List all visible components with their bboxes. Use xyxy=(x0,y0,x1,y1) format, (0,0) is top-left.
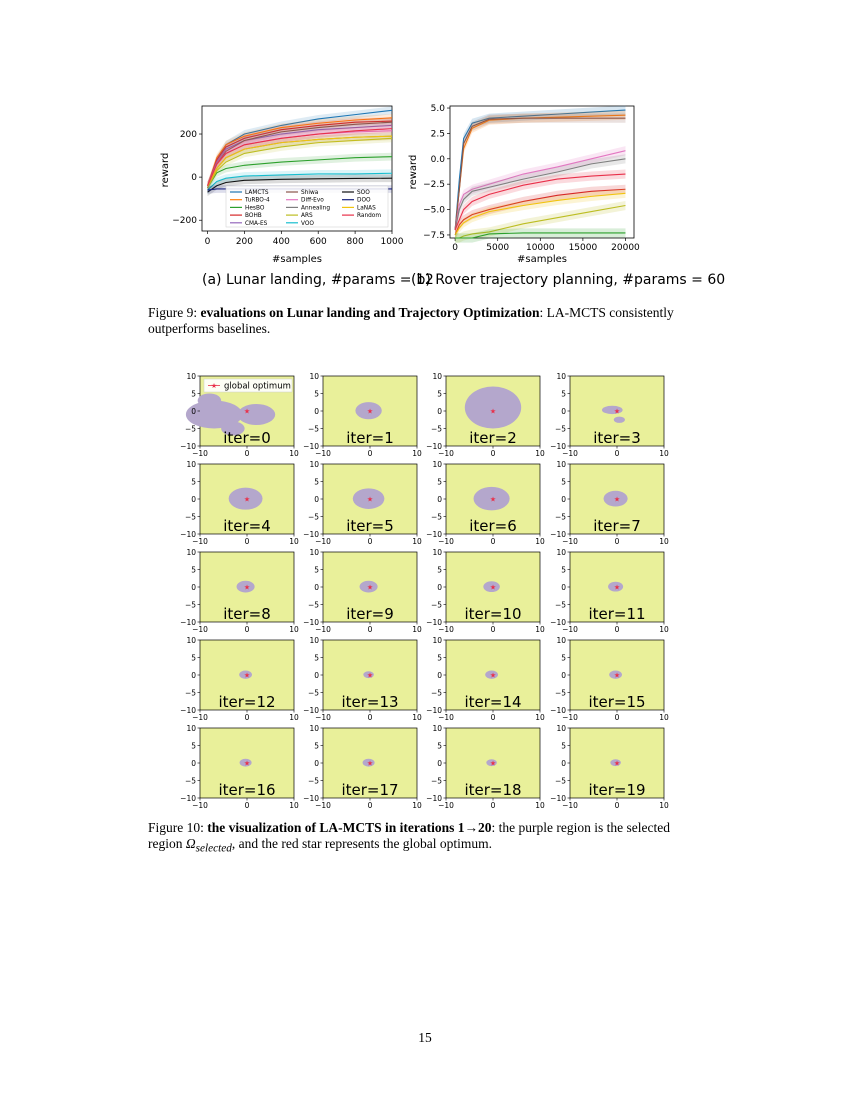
x-tick-label: −10 xyxy=(192,801,208,810)
legend-label: HesBO xyxy=(245,205,265,212)
y-tick-label: −5 xyxy=(307,600,319,610)
x-tick-label: 0 xyxy=(244,449,250,458)
global-optimum-star: ★ xyxy=(366,583,374,592)
global-optimum-star: ★ xyxy=(366,759,374,768)
y-tick-label: −5 xyxy=(430,688,442,698)
iteration-panel xyxy=(303,724,422,810)
y-tick-label: 10 xyxy=(432,547,442,557)
y-tick-label: 10 xyxy=(186,723,196,733)
iteration-label: iter=5 xyxy=(346,517,394,535)
y-tick-label: 0 xyxy=(314,582,319,592)
figure10-caption-rest-2: , and the red star represents the global optimum. xyxy=(231,836,493,851)
y-tick-label: 5 xyxy=(314,477,319,487)
y-tick-label: 5 xyxy=(437,653,442,663)
legend-label: DOO xyxy=(357,197,371,204)
x-tick-label: 10 xyxy=(289,449,299,458)
y-tick-label: 0 xyxy=(191,173,197,184)
y-tick-label: 0 xyxy=(191,494,196,504)
y-tick-label: −10 xyxy=(550,441,566,451)
x-tick-label: 10 xyxy=(412,449,422,458)
legend-label: ARS xyxy=(301,213,313,220)
x-tick-label: 10 xyxy=(289,801,299,810)
x-tick-label: −10 xyxy=(315,537,331,546)
y-tick-label: 5 xyxy=(561,477,566,487)
figure10-caption xyxy=(148,820,704,857)
y-tick-label: −5 xyxy=(307,776,319,786)
iteration-label: iter=14 xyxy=(464,693,522,711)
global-optimum-star: ★ xyxy=(243,671,251,680)
x-tick-label: 0 xyxy=(367,537,373,546)
x-tick-label: 0 xyxy=(452,243,458,253)
global-optimum-star: ★ xyxy=(489,671,497,680)
y-tick-label: 10 xyxy=(309,547,319,557)
rover-xlabel: #samples xyxy=(517,254,567,265)
lunar-ylabel: reward xyxy=(160,152,171,188)
iteration-label: iter=13 xyxy=(341,693,399,711)
x-tick-label: 10 xyxy=(412,801,422,810)
iteration-label: iter=0 xyxy=(223,429,271,447)
x-tick-label: 10 xyxy=(535,625,545,634)
y-tick-label: 0 xyxy=(561,582,566,592)
y-tick-label: −10 xyxy=(426,441,442,451)
x-tick-label: −10 xyxy=(192,713,208,722)
iteration-label: iter=2 xyxy=(469,429,517,447)
x-tick-label: −10 xyxy=(562,449,578,458)
global-optimum-star: ★ xyxy=(613,759,621,768)
y-tick-label: 5.0 xyxy=(430,104,445,115)
iteration-panel xyxy=(550,460,669,546)
iteration-label: iter=8 xyxy=(223,605,271,623)
iteration-panel xyxy=(303,548,422,634)
x-tick-label: −10 xyxy=(192,449,208,458)
figure10-caption-rest-1: : the purple region is the selected region xyxy=(148,820,670,851)
iteration-panel xyxy=(426,636,545,722)
y-tick-label: −5 xyxy=(430,776,442,786)
x-tick-label: 0 xyxy=(490,449,496,458)
iteration-panel xyxy=(426,460,545,546)
y-tick-label: 10 xyxy=(309,723,319,733)
y-tick-label: 5 xyxy=(561,741,566,751)
global-optimum-star: ★ xyxy=(243,583,251,592)
y-tick-label: 0 xyxy=(191,758,196,768)
global-optimum-star: ★ xyxy=(366,407,374,416)
subcaption-b: (b) Rover trajectory planning, #params = 60 xyxy=(411,272,726,288)
x-tick-label: 0 xyxy=(614,713,620,722)
global-optimum-star: ★ xyxy=(613,671,621,680)
global-optimum-star: ★ xyxy=(613,583,621,592)
y-tick-label: −10 xyxy=(426,529,442,539)
x-tick-label: 15000 xyxy=(568,243,598,253)
y-tick-label: 0 xyxy=(561,670,566,680)
y-tick-label: −5 xyxy=(184,688,196,698)
x-tick-label: 400 xyxy=(272,237,290,247)
y-tick-label: −5 xyxy=(554,512,566,522)
y-tick-label: −5 xyxy=(554,424,566,434)
y-tick-label: −5 xyxy=(184,776,196,786)
global-optimum-star: ★ xyxy=(489,407,497,416)
iteration-panel xyxy=(550,548,669,634)
x-tick-label: 600 xyxy=(309,237,327,247)
iteration-panel xyxy=(303,460,422,546)
iteration-panel xyxy=(426,548,545,634)
global-optimum-star: ★ xyxy=(366,671,374,680)
x-tick-label: −10 xyxy=(438,449,454,458)
iteration-label: iter=9 xyxy=(346,605,394,623)
x-tick-label: 5000 xyxy=(486,243,510,253)
x-tick-label: −10 xyxy=(562,713,578,722)
x-tick-label: 800 xyxy=(346,237,364,247)
x-tick-label: 10 xyxy=(289,537,299,546)
iteration-panel xyxy=(180,372,299,458)
y-tick-label: −10 xyxy=(426,617,442,627)
x-tick-label: 0 xyxy=(614,625,620,634)
y-tick-label: −200 xyxy=(172,216,197,227)
y-tick-label: −10 xyxy=(550,529,566,539)
rover-ylabel: reward xyxy=(408,154,419,190)
iteration-label: iter=19 xyxy=(588,781,646,799)
x-tick-label: −10 xyxy=(315,713,331,722)
x-tick-label: 0 xyxy=(367,625,373,634)
y-tick-label: 2.5 xyxy=(430,129,445,140)
global-optimum-star: ★ xyxy=(243,407,251,416)
x-tick-label: 1000 xyxy=(380,237,404,247)
y-tick-label: 0 xyxy=(191,670,196,680)
y-tick-label: 5 xyxy=(437,389,442,399)
x-tick-label: 10 xyxy=(659,537,669,546)
x-tick-label: 20000 xyxy=(611,243,640,253)
y-tick-label: −5 xyxy=(307,424,319,434)
global-optimum-star: ★ xyxy=(366,495,374,504)
y-tick-label: −5 xyxy=(184,600,196,610)
y-tick-label: 10 xyxy=(309,459,319,469)
legend-label: VOO xyxy=(301,220,314,227)
x-tick-label: 0 xyxy=(367,801,373,810)
x-tick-label: 0 xyxy=(490,537,496,546)
y-tick-label: 0 xyxy=(314,494,319,504)
x-tick-label: 10 xyxy=(659,713,669,722)
iteration-label: iter=16 xyxy=(218,781,276,799)
y-tick-label: 10 xyxy=(432,371,442,381)
iteration-panel xyxy=(550,372,669,458)
y-tick-label: 10 xyxy=(309,371,319,381)
y-tick-label: 10 xyxy=(556,723,566,733)
y-tick-label: −5 xyxy=(554,600,566,610)
lunar-xlabel: #samples xyxy=(272,254,322,265)
iteration-label: iter=7 xyxy=(593,517,641,535)
global-optimum-star: ★ xyxy=(613,407,621,416)
figure10-caption-bold: the visualization of LA-MCTS in iterations 1→20 xyxy=(207,820,492,835)
global-optimum-star: ★ xyxy=(489,759,497,768)
x-tick-label: 0 xyxy=(614,449,620,458)
legend-label: CMA-ES xyxy=(245,220,268,227)
x-tick-label: −10 xyxy=(438,801,454,810)
x-tick-label: 10 xyxy=(535,449,545,458)
y-tick-label: −5 xyxy=(184,512,196,522)
global-optimum-star: ★ xyxy=(489,495,497,504)
subcaption-a: (a) Lunar landing, #params = 12 xyxy=(202,272,434,288)
y-tick-label: 10 xyxy=(186,635,196,645)
y-tick-label: 10 xyxy=(556,547,566,557)
y-tick-label: 0 xyxy=(437,758,442,768)
legend-label: Diff-Evo xyxy=(301,197,324,204)
y-tick-label: −5 xyxy=(430,600,442,610)
y-tick-label: 0 xyxy=(314,406,319,416)
x-tick-label: 10 xyxy=(659,449,669,458)
y-tick-label: −10 xyxy=(180,617,196,627)
y-tick-label: −7.5 xyxy=(423,230,445,241)
iteration-label: iter=17 xyxy=(341,781,399,799)
global-optimum-star: ★ xyxy=(243,495,251,504)
y-tick-label: 5 xyxy=(561,653,566,663)
iteration-panel xyxy=(180,724,299,810)
y-tick-label: 0 xyxy=(561,406,566,416)
x-tick-label: 200 xyxy=(235,237,254,247)
y-tick-label: 10 xyxy=(432,723,442,733)
iteration-label: iter=4 xyxy=(223,517,271,535)
x-tick-label: 0 xyxy=(244,801,250,810)
iteration-label: iter=18 xyxy=(464,781,522,799)
y-tick-label: 5 xyxy=(437,741,442,751)
y-tick-label: 0 xyxy=(561,758,566,768)
legend-label: LAMCTS xyxy=(245,190,269,196)
y-tick-label: −5 xyxy=(430,512,442,522)
omega-subscript: selected xyxy=(195,842,232,855)
x-tick-label: 0 xyxy=(490,801,496,810)
iteration-panel xyxy=(550,636,669,722)
y-tick-label: 5 xyxy=(191,389,196,399)
legend-label: BOHB xyxy=(245,213,262,220)
x-tick-label: −10 xyxy=(562,537,578,546)
y-tick-label: −10 xyxy=(180,441,196,451)
y-tick-label: 0 xyxy=(437,494,442,504)
y-tick-label: −5 xyxy=(430,424,442,434)
legend-label: Random xyxy=(357,213,381,220)
y-tick-label: −5 xyxy=(184,424,196,434)
y-tick-label: 5 xyxy=(561,565,566,575)
selected-region xyxy=(614,417,625,423)
x-tick-label: 0 xyxy=(244,713,250,722)
global-optimum-star: ★ xyxy=(243,759,251,768)
x-tick-label: 10 xyxy=(659,801,669,810)
x-tick-label: 10 xyxy=(412,625,422,634)
x-tick-label: 10000 xyxy=(525,243,555,253)
y-tick-label: 5 xyxy=(314,653,319,663)
y-tick-label: 5 xyxy=(437,565,442,575)
x-tick-label: −10 xyxy=(438,537,454,546)
y-tick-label: 5 xyxy=(314,565,319,575)
x-tick-label: −10 xyxy=(562,801,578,810)
x-tick-label: 0 xyxy=(614,537,620,546)
x-tick-label: 0 xyxy=(490,625,496,634)
legend-label: TuRBO-4 xyxy=(245,197,270,204)
y-tick-label: −10 xyxy=(303,441,319,451)
y-tick-label: 10 xyxy=(186,459,196,469)
y-tick-label: 5 xyxy=(561,389,566,399)
omega-symbol: Ω xyxy=(185,836,196,851)
x-tick-label: −10 xyxy=(192,625,208,634)
figure9-caption-rest: : LA-MCTS consistently outperforms baselines. xyxy=(148,305,674,336)
y-tick-label: 10 xyxy=(556,371,566,381)
legend-label: Shiwa xyxy=(301,190,319,196)
x-tick-label: 10 xyxy=(535,537,545,546)
y-tick-label: 0 xyxy=(314,758,319,768)
x-tick-label: −10 xyxy=(562,625,578,634)
legend-label: Annealing xyxy=(301,205,331,212)
selected-region xyxy=(198,394,222,408)
iteration-panel xyxy=(550,724,669,810)
legend-label: SOO xyxy=(357,190,370,196)
page-number: 15 xyxy=(418,1030,432,1045)
legend-label: LaNAS xyxy=(357,205,376,212)
iteration-panel xyxy=(180,460,299,546)
y-tick-label: −10 xyxy=(426,705,442,715)
x-tick-label: 0 xyxy=(614,801,620,810)
y-tick-label: −5.0 xyxy=(423,205,445,216)
global-optimum-star: ★ xyxy=(613,495,621,504)
iteration-panel xyxy=(303,636,422,722)
y-tick-label: −10 xyxy=(303,529,319,539)
x-tick-label: −10 xyxy=(315,625,331,634)
iteration-label: iter=15 xyxy=(588,693,646,711)
y-tick-label: 0 xyxy=(191,582,196,592)
x-tick-label: 0 xyxy=(367,713,373,722)
y-tick-label: 0 xyxy=(191,406,196,416)
x-tick-label: 10 xyxy=(659,625,669,634)
global-optimum-star: ★ xyxy=(489,583,497,592)
x-tick-label: −10 xyxy=(438,713,454,722)
y-tick-label: −10 xyxy=(180,793,196,803)
y-tick-label: −10 xyxy=(180,529,196,539)
y-tick-label: −10 xyxy=(426,793,442,803)
y-tick-label: 5 xyxy=(191,565,196,575)
y-tick-label: 0 xyxy=(437,670,442,680)
y-tick-label: 0 xyxy=(437,406,442,416)
y-tick-label: −10 xyxy=(303,617,319,627)
x-tick-label: −10 xyxy=(315,801,331,810)
y-tick-label: 5 xyxy=(191,477,196,487)
y-tick-label: −10 xyxy=(550,617,566,627)
y-tick-label: −5 xyxy=(554,688,566,698)
iteration-panel xyxy=(303,372,422,458)
x-tick-label: 10 xyxy=(412,537,422,546)
x-tick-label: 10 xyxy=(289,713,299,722)
y-tick-label: −10 xyxy=(180,705,196,715)
x-tick-label: 10 xyxy=(289,625,299,634)
y-tick-label: 0.0 xyxy=(430,154,445,165)
iteration-panel xyxy=(180,548,299,634)
y-tick-label: 0 xyxy=(314,670,319,680)
x-tick-label: −10 xyxy=(315,449,331,458)
x-tick-label: 10 xyxy=(535,713,545,722)
x-tick-label: 0 xyxy=(367,449,373,458)
y-tick-label: 10 xyxy=(309,635,319,645)
y-tick-label: 5 xyxy=(191,653,196,663)
y-tick-label: 200 xyxy=(179,130,197,141)
y-tick-label: −2.5 xyxy=(423,180,445,191)
y-tick-label: 10 xyxy=(186,547,196,557)
x-tick-label: 0 xyxy=(244,537,250,546)
y-tick-label: −5 xyxy=(307,512,319,522)
y-tick-label: −10 xyxy=(550,705,566,715)
y-tick-label: 5 xyxy=(314,741,319,751)
y-tick-label: −10 xyxy=(550,793,566,803)
y-tick-label: −10 xyxy=(303,793,319,803)
legend-label: global optimum xyxy=(224,381,291,392)
iteration-panel xyxy=(180,636,299,722)
y-tick-label: 10 xyxy=(186,371,196,381)
figure9-caption-bold: evaluations on Lunar landing and Trajectory Optimization xyxy=(200,305,540,320)
y-tick-label: −5 xyxy=(307,688,319,698)
x-tick-label: −10 xyxy=(192,537,208,546)
iteration-panel xyxy=(426,372,545,458)
y-tick-label: 10 xyxy=(556,459,566,469)
y-tick-label: −10 xyxy=(303,705,319,715)
y-tick-label: 5 xyxy=(191,741,196,751)
iteration-panel xyxy=(426,724,545,810)
y-tick-label: 5 xyxy=(314,389,319,399)
x-tick-label: 10 xyxy=(412,713,422,722)
x-tick-label: 0 xyxy=(244,625,250,634)
legend-star-icon: ★ xyxy=(210,382,218,390)
y-tick-label: 10 xyxy=(432,635,442,645)
iteration-label: iter=3 xyxy=(593,429,641,447)
figure9-caption-label: Figure 9: xyxy=(148,305,198,320)
y-tick-label: 10 xyxy=(556,635,566,645)
y-tick-label: 0 xyxy=(437,582,442,592)
iteration-label: iter=12 xyxy=(218,693,276,711)
iteration-label: iter=11 xyxy=(588,605,646,623)
iteration-label: iter=1 xyxy=(346,429,394,447)
y-tick-label: 0 xyxy=(561,494,566,504)
x-tick-label: −10 xyxy=(438,625,454,634)
y-tick-label: 5 xyxy=(437,477,442,487)
figure10-caption-label: Figure 10: xyxy=(148,820,204,835)
iteration-label: iter=6 xyxy=(469,517,517,535)
x-tick-label: 0 xyxy=(204,237,211,247)
y-tick-label: −5 xyxy=(554,776,566,786)
x-tick-label: 10 xyxy=(535,801,545,810)
x-tick-label: 0 xyxy=(490,713,496,722)
iteration-label: iter=10 xyxy=(464,605,522,623)
y-tick-label: 10 xyxy=(432,459,442,469)
